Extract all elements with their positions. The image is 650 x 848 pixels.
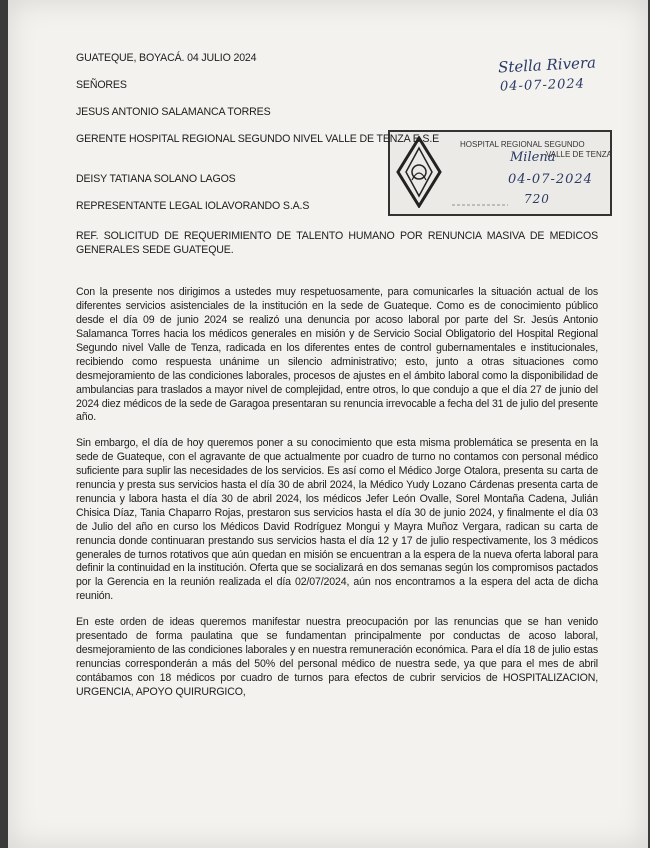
paragraph-3: En este orden de ideas queremos manifestar nuestra preocupación por las renuncias que se han venido presentado de forma paulatina que se fundamentan principalmente por conductas de acoso laboral, desmejoramiento de las condiciones laborales y en nuestra remuneración económica. Para el día 18 de julio estas renuncias corresponderán a más del 50% del personal médico de nuestra sede, ya que para el mes de abril contábamos con 18 médicos por cuadro de turnos para efectos de cubrir servicios de HOSPITALIZACION, URGENCIA, APOYO QUIRURGICO, — [76, 616, 598, 698]
stamp-handwritten-name: Milena — [510, 150, 556, 165]
recipient-2-title: REPRESENTANTE LEGAL IOLAVORANDO S.A.S — [76, 199, 310, 212]
reference-line: REF. SOLICITUD DE REQUERIMIENTO DE TALENTO HUMANO POR RENUNCIA MASIVA DE MEDICOS GENERALES SEDE GUATEQUE. — [76, 230, 598, 257]
handwritten-date: 04-07-2024 — [499, 76, 586, 95]
stamp-line-1: HOSPITAL REGIONAL SEGUNDO — [460, 140, 585, 149]
handwritten-name: Stella Rivera — [497, 53, 597, 77]
recipient-2-name: DEISY TATIANA SOLANO LAGOS — [76, 172, 236, 185]
recipient-1-name: JESUS ANTONIO SALAMANCA TORRES — [76, 105, 271, 118]
stamp-handwritten-number: 720 — [524, 192, 550, 206]
stamp-handwritten-date: 04-07-2024 — [508, 172, 593, 187]
paragraph-1: Con la presente nos dirigimos a ustedes muy respetuosamente, para comunicarles la situación actual de los diferentes servicios asistenciales de la institución en la sede de Guateque. Como es de conocimiento público desde el día 09 de junio 2024 se realizó una denuncia por acoso laboral por parte del Sr. Jesús Antonio Salamanca Torres hacia los médicos generales en misión y de Servicio Social Obligatorio del Hospital Regional Segundo nivel Valle de Tenza, radicada en los diferentes entes de control gubernamentales e institucionales, recibiendo como respuesta unánime un silencio administrativo; esto, junto a otras situaciones como desmejoramiento de las condiciones laborales, procesos de ajustes en el ámbito laboral como la disponibilidad de ambulancias para traslados a mayor nivel de complejidad, entre otros, lo que condujo a que el día 27 de junio del 2024 diez médicos de la sede de Garagoa presentaran su renuncia irrevocable a fecha del 31 de julio del presente año. — [76, 286, 598, 424]
paragraph-2: Sin embargo, el día de hoy queremos poner a su conocimiento que esta misma problemática se presenta en la sede de Guateque, con el agravante de que actualmente por cuadro de turno no contamos con personal médico suficiente para suplir las necesidades de los servicios. Es así como el Médico Jorge Otalora, presenta su carta de renuncia y presta sus servicios hasta el día 30 de abril 2024, la Médico Yudy Lozano Cárdenas presenta carta de renuncia y labora hasta el día 30 de abril 2024, los médicos Jefer León Ovalle, Sorel Montaña Cadena, Julián Chisica Díaz, Tania Chaparro Rojas, prestaron sus servicios hasta el día 30 de junio 2024, y finalmente el día 03 de Julio del año en curso los Médicos David Rodríguez Mongui y Mayra Muñoz Vergara, radican su carta de renuncia donde continuaran prestando sus servicios hasta el día 12 y 17 de julio respectivamente, los 3 médicos generales de turnos rotativos que aún quedan en misión se encuentran a la espera de la nueva oferta laboral para definir la continuidad en la institución. Oferta que se socializará en dos semanas según los compromisos pactados por la Gerencia en la reunión realizada el día 02/07/2024, aún nos encontramos a la espera del acta de dicha reunión. — [76, 437, 598, 603]
stamp-line-2: VALLE DE TENZA — [546, 150, 612, 159]
recipient-1-title: GERENTE HOSPITAL REGIONAL SEGUNDO NIVEL VALLE DE TENZA E.S.E — [76, 132, 440, 145]
document-page — [8, 0, 648, 848]
letter-body — [76, 52, 598, 712]
salutation: SEÑORES — [76, 78, 127, 91]
place-date: GUATEQUE, BOYACÁ. 04 JULIO 2024 — [76, 52, 257, 64]
